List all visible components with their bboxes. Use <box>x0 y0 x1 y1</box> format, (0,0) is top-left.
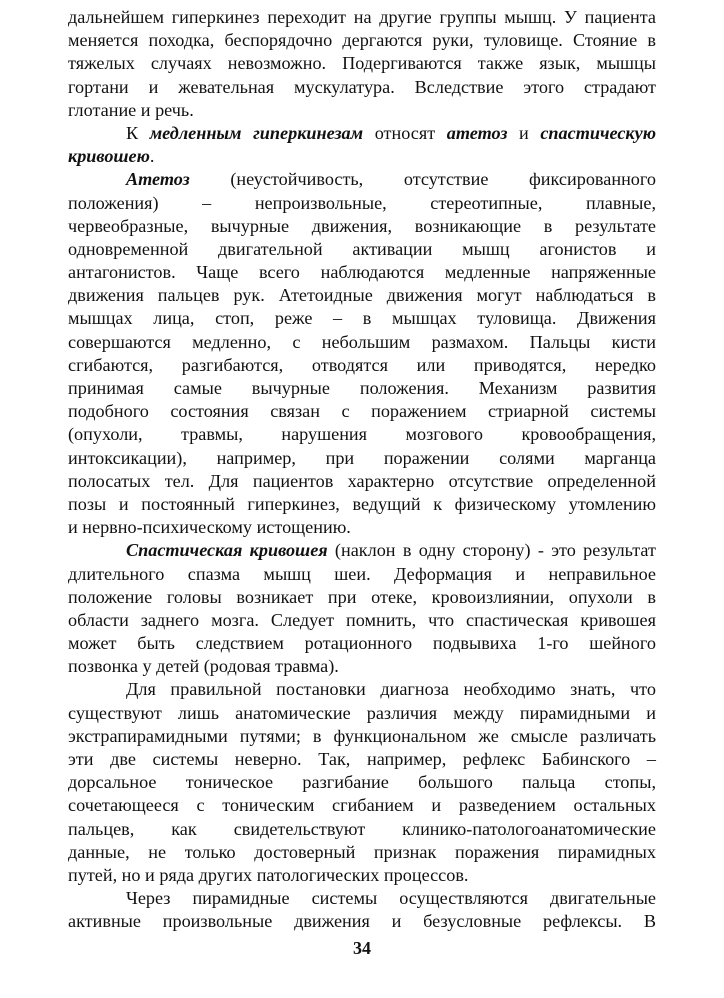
paragraph-spastic-torticollis <box>68 539 656 678</box>
term-torticollis: кривошею <box>68 146 150 167</box>
text-line: существуют лишь анатомические различия между пирамидными и <box>68 702 656 723</box>
text-run: . <box>149 146 155 167</box>
text-line: антагонистов. Чаще всего наблюдаются медленные напряженные <box>68 262 656 283</box>
text-line <box>68 122 656 145</box>
text-line: Через пирамидные системы осуществляются двигательные <box>126 888 656 909</box>
text-run: относят <box>363 122 447 143</box>
text-line: положения) – непроизвольные, стереотипные, плавные, <box>68 192 656 213</box>
text-line: дорсальное тоническое разгибание большого пальца стопы, <box>68 772 656 793</box>
paragraph-slow-hyperkinesis <box>68 122 656 168</box>
text-line: совершаются медленно, с небольшим размахом. Пальцы кисти <box>68 331 656 352</box>
text-line: длительного спазма мышц шеи. Деформация и неправильное <box>68 563 656 584</box>
paragraph-hyperkinesis-end <box>68 6 656 122</box>
text-line: активные произвольные движения и безусловные рефлексы. В <box>68 911 656 932</box>
text-line <box>68 145 656 168</box>
text-line: позы и постоянный гиперкинез, ведущий к физическому утомлению <box>68 493 656 514</box>
term-athetosis: атетоз <box>446 122 508 143</box>
paragraph-pyramidal <box>68 887 656 933</box>
text-line: положение головы возникает при отеке, кровоизлиянии, опухоли в <box>68 586 656 607</box>
text-line: червеобразные, вычурные движения, возникающие в результате <box>68 215 656 236</box>
paragraph-diagnosis <box>68 678 656 887</box>
paragraph-athetosis <box>68 168 656 539</box>
text-run: (неустойчивость, отсутствие фиксированного <box>189 169 656 190</box>
text-line: интоксикации), например, при поражении солями марганца <box>68 447 656 468</box>
text-line: гортани и жевательная мускулатура. Вследствие этого страдают <box>68 76 656 97</box>
text-line: принимая самые вычурные положения. Механизм развития <box>68 378 656 398</box>
text-line: (опухоли, травмы, нарушения мозгового кровообращения, <box>68 424 656 445</box>
text-run: К <box>126 122 150 143</box>
text-line: пальцев, как свидетельствуют клинико-патологоанатомические <box>68 818 656 839</box>
text-line: меняется походка, беспорядочно дергаются руки, туловище. Стояние в <box>68 30 656 51</box>
text-line: может быть следствием ротационного подвывиха 1-го шейного <box>68 633 656 654</box>
term-spastic: спастическую <box>540 122 656 143</box>
term-athetosis-heading: Атетоз <box>126 169 190 190</box>
text-line: полосатых тел. Для пациентов характерно отсутствие определенной <box>68 470 656 491</box>
text-line: сгибаются, разгибаются, отводятся или приводятся, нередко <box>68 354 656 375</box>
text-line: области заднего мозга. Следует помнить, что спастическая кривошея <box>68 609 656 630</box>
page-text <box>68 6 656 934</box>
text-line: движения пальцев рук. Атетоидные движения могут наблюдаться в <box>68 285 656 306</box>
text-line: подобного состояния связан с поражением стриарной системы <box>68 401 656 422</box>
text-line: одновременной двигательной активации мышц агонистов и <box>68 238 656 259</box>
text-line: мышцах лица, стоп, реже – в мышцах туловища. Движения <box>68 308 656 329</box>
text-line <box>68 168 656 191</box>
text-line: Для правильной постановки диагноза необходимо знать, что <box>126 679 656 700</box>
text-line: эти две системы неверно. Так, например, рефлекс Бабинского – <box>68 749 656 769</box>
text-run: и <box>507 122 541 143</box>
term-spastic-torticollis-heading: Спастическая кривошея <box>126 540 328 561</box>
text-line: путей, но и ряда других патологических процессов. <box>68 864 469 885</box>
text-line: сочетающееся с тоническим сгибанием и разведением остальных <box>68 795 656 816</box>
text-line: данные, не только достоверный признак поражения пирамидных <box>68 841 656 862</box>
text-line: и нервно-психическому истощению. <box>68 517 351 538</box>
text-line <box>68 539 656 562</box>
text-line: позвонка у детей (родовая травма). <box>68 656 339 677</box>
text-line: тяжелых случаях невозможно. Подергиваются также язык, мышцы <box>68 53 656 74</box>
text-line: экстрапирамидными путями; в функциональном же смысле различать <box>68 725 656 746</box>
page-number: 34 <box>353 938 371 958</box>
text-line: дальнейшем гиперкинез переходит на другие группы мышц. У пациента <box>68 7 656 27</box>
text-line: глотание и речь. <box>68 99 194 120</box>
term-slow-hyperkinesis: медленным гиперкинезам <box>149 122 364 143</box>
text-run: (наклон в одну сторону) - это результат <box>327 540 656 561</box>
